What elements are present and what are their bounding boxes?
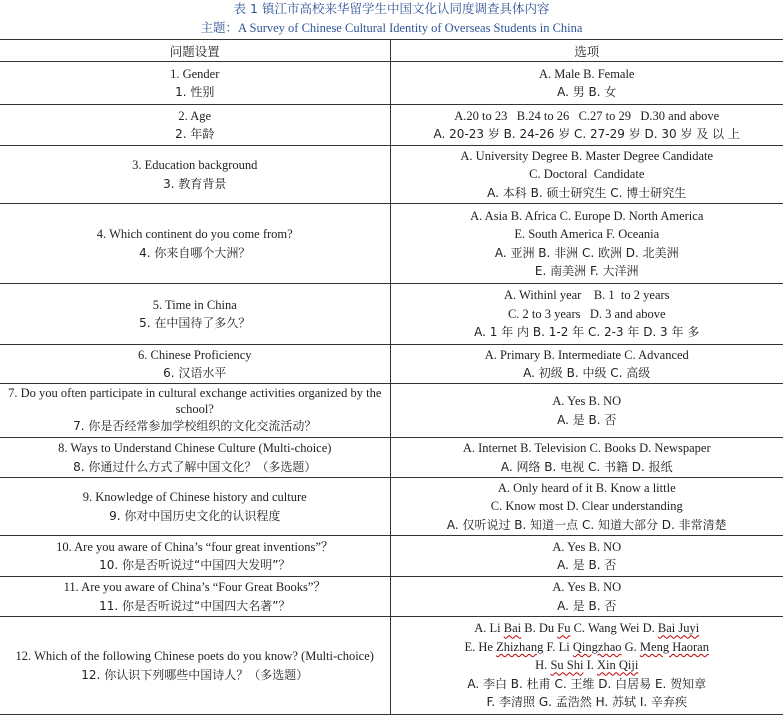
option-line: A. 网络 B. 电视 C. 书籍 D. 报纸 bbox=[500, 459, 673, 474]
survey-table bbox=[0, 39, 783, 715]
option-line: A. Asia B. Africa C. Europe D. North America bbox=[470, 208, 704, 223]
options-cell bbox=[390, 204, 783, 284]
poet-name: Fu bbox=[557, 621, 571, 636]
table-row bbox=[0, 105, 783, 146]
option-line: A. Male B. Female bbox=[539, 66, 635, 81]
options-cell bbox=[390, 617, 783, 715]
table-row bbox=[0, 284, 783, 345]
table-row bbox=[0, 478, 783, 536]
poet-name: Bai bbox=[503, 621, 522, 636]
options-cell bbox=[390, 384, 783, 438]
question-en: 3. Education background bbox=[132, 158, 258, 172]
option-line bbox=[393, 638, 782, 657]
poet-option-text: I. bbox=[583, 658, 597, 673]
options-cell bbox=[390, 62, 783, 105]
option-line: A. Withinl year B. 1 to 2 years bbox=[503, 288, 670, 303]
table-row bbox=[0, 577, 783, 617]
option-line: A. 男 B. 女 bbox=[557, 85, 617, 99]
option-line: F. 李清照 G. 孟浩然 H. 苏轼 I. 辛弃疾 bbox=[486, 695, 688, 710]
question-en: 2. Age bbox=[178, 108, 212, 123]
option-line: A. 亚洲 B. 非洲 C. 欧洲 D. 北美洲 bbox=[494, 245, 679, 260]
option-line: A. Primary B. Intermediate C. Advanced bbox=[484, 347, 689, 362]
option-line: A. 是 B. 否 bbox=[557, 558, 617, 572]
question-cell bbox=[0, 384, 390, 438]
question-en: 8. Ways to Understand Chinese Culture (Multi-choice) bbox=[58, 441, 332, 455]
poet-name: Bai Juyi bbox=[657, 621, 700, 636]
poet-name: Xin Qiji bbox=[597, 658, 639, 673]
options-cell bbox=[390, 105, 783, 146]
question-cell bbox=[0, 62, 390, 105]
poet-option-text: H. bbox=[535, 658, 551, 673]
question-cell bbox=[0, 146, 390, 204]
option-line: A. Only heard of it B. Know a little bbox=[497, 480, 676, 495]
table-row bbox=[0, 384, 783, 438]
question-cell bbox=[0, 478, 390, 536]
options-cell bbox=[390, 478, 783, 536]
question-cell bbox=[0, 438, 390, 478]
table-row bbox=[0, 204, 783, 284]
option-line: A. 本科 B. 硕士研究生 C. 博士研究生 bbox=[487, 185, 687, 200]
question-en: 5. Time in China bbox=[152, 297, 237, 312]
poet-option-text: E. He bbox=[464, 639, 497, 654]
poet-option-text: C. Wang Wei D. bbox=[570, 621, 658, 636]
question-cell bbox=[0, 105, 390, 146]
option-line: E. 南美洲 F. 大洋洲 bbox=[534, 264, 639, 278]
question-cell bbox=[0, 536, 390, 577]
poet-name: Qingzhao bbox=[572, 639, 622, 654]
options-cell bbox=[390, 438, 783, 478]
header-options: 选项 bbox=[390, 40, 783, 62]
header-question-setting: 问题设置 bbox=[0, 40, 390, 62]
question-en: 11. Are you aware of China’s “Four Great Books”？ bbox=[63, 580, 326, 594]
table-header-row bbox=[0, 40, 783, 62]
question-en: 1. Gender bbox=[170, 66, 220, 81]
option-line: A. Internet B. Television C. Books D. Newspaper bbox=[462, 441, 711, 455]
question-zh: 8. 你通过什么方式了解中国文化？（多选题） bbox=[73, 459, 317, 474]
option-line: A. 是 B. 否 bbox=[557, 598, 617, 613]
poet-name: Su Shi bbox=[550, 658, 584, 673]
question-en: 12. Which of the following Chinese poets do you know? (Multi-choice) bbox=[15, 649, 374, 663]
options-cell bbox=[390, 536, 783, 577]
poet-name: Zhizhang bbox=[496, 639, 544, 654]
question-zh: 6. 汉语水平 bbox=[163, 366, 227, 380]
poet-name: Meng Haoran bbox=[639, 639, 709, 654]
question-en: 6. Chinese Proficiency bbox=[137, 347, 252, 362]
option-line: C. Know most D. Clear understanding bbox=[490, 499, 683, 514]
table-row bbox=[0, 345, 783, 384]
question-zh: 11. 你是否听说过“中国四大名著”？ bbox=[99, 598, 291, 613]
option-line: A.20 to 23 B.24 to 26 C.27 to 29 D.30 and above bbox=[454, 108, 720, 123]
option-line: A. 仅听说过 B. 知道一点 C. 知道大部分 D. 非常清楚 bbox=[446, 517, 727, 532]
question-en: 7. Do you often participate in cultural exchange activities organized by the school? bbox=[8, 386, 382, 417]
question-zh: 10. 你是否听说过“中国四大发明”？ bbox=[99, 558, 291, 572]
table-row bbox=[0, 62, 783, 105]
question-zh: 1. 性别 bbox=[175, 85, 215, 99]
option-line bbox=[393, 619, 782, 638]
option-line: A. Yes B. NO bbox=[552, 580, 622, 594]
option-line: C. 2 to 3 years D. 3 and above bbox=[507, 306, 666, 321]
table-row bbox=[0, 536, 783, 577]
poet-option-text: A. Li bbox=[474, 621, 504, 636]
question-cell bbox=[0, 204, 390, 284]
options-cell bbox=[390, 146, 783, 204]
option-line: A. Yes B. NO bbox=[552, 394, 622, 408]
question-en: 9. Knowledge of Chinese history and culture bbox=[82, 490, 307, 504]
question-zh: 2. 年龄 bbox=[175, 127, 215, 141]
table-subtitle: 主题：A Survey of Chinese Cultural Identity of Overseas Students in China bbox=[200, 21, 583, 35]
option-line: A. 1 年 内 B. 1-2 年 C. 2-3 年 D. 3 年 多 bbox=[474, 325, 700, 340]
options-cell bbox=[390, 577, 783, 617]
question-zh: 12. 你认识下列哪些中国诗人？（多选题） bbox=[81, 667, 309, 682]
question-cell bbox=[0, 284, 390, 345]
option-line: A. 20-23 岁 B. 24-26 岁 C. 27-29 岁 D. 30 岁 及 以 上 bbox=[433, 127, 740, 141]
poet-option-text: G. bbox=[621, 639, 640, 654]
option-line: A. 是 B. 否 bbox=[557, 412, 617, 427]
question-zh: 7. 你是否经常参加学校组织的文化交流活动？ bbox=[73, 419, 317, 434]
option-line: A. University Degree B. Master Degree Candidate bbox=[460, 148, 714, 163]
option-line: A. Yes B. NO bbox=[552, 539, 622, 554]
options-cell bbox=[390, 284, 783, 345]
options-cell bbox=[390, 345, 783, 384]
table-row bbox=[0, 617, 783, 715]
table-row bbox=[0, 438, 783, 478]
option-line: E. South America F. Oceania bbox=[514, 227, 660, 241]
question-zh: 4. 你来自哪个大洲？ bbox=[139, 245, 251, 260]
option-line: C. Doctoral Candidate bbox=[529, 167, 645, 182]
poet-option-text: B. Du bbox=[521, 621, 558, 636]
option-line bbox=[393, 656, 782, 675]
option-line: A. 李白 B. 杜甫 C. 王维 D. 白居易 E. 贺知章 bbox=[467, 676, 707, 691]
question-cell bbox=[0, 345, 390, 384]
table-row bbox=[0, 146, 783, 204]
option-line: A. 初级 B. 中级 C. 高级 bbox=[523, 366, 651, 380]
question-cell bbox=[0, 577, 390, 617]
table-caption: 表 1 镇江市高校来华留学生中国文化认同度调查具体内容 bbox=[233, 1, 550, 16]
question-cell bbox=[0, 617, 390, 715]
question-zh: 5. 在中国待了多久？ bbox=[139, 316, 251, 330]
poet-option-text: F. Li bbox=[543, 639, 573, 654]
question-zh: 9. 你对中国历史文化的认识程度 bbox=[109, 508, 281, 523]
question-zh: 3. 教育背景 bbox=[163, 176, 227, 191]
question-en: 4. Which continent do you come from? bbox=[96, 227, 293, 241]
question-en: 10. Are you aware of China’s “four great inventions”？ bbox=[56, 539, 334, 554]
